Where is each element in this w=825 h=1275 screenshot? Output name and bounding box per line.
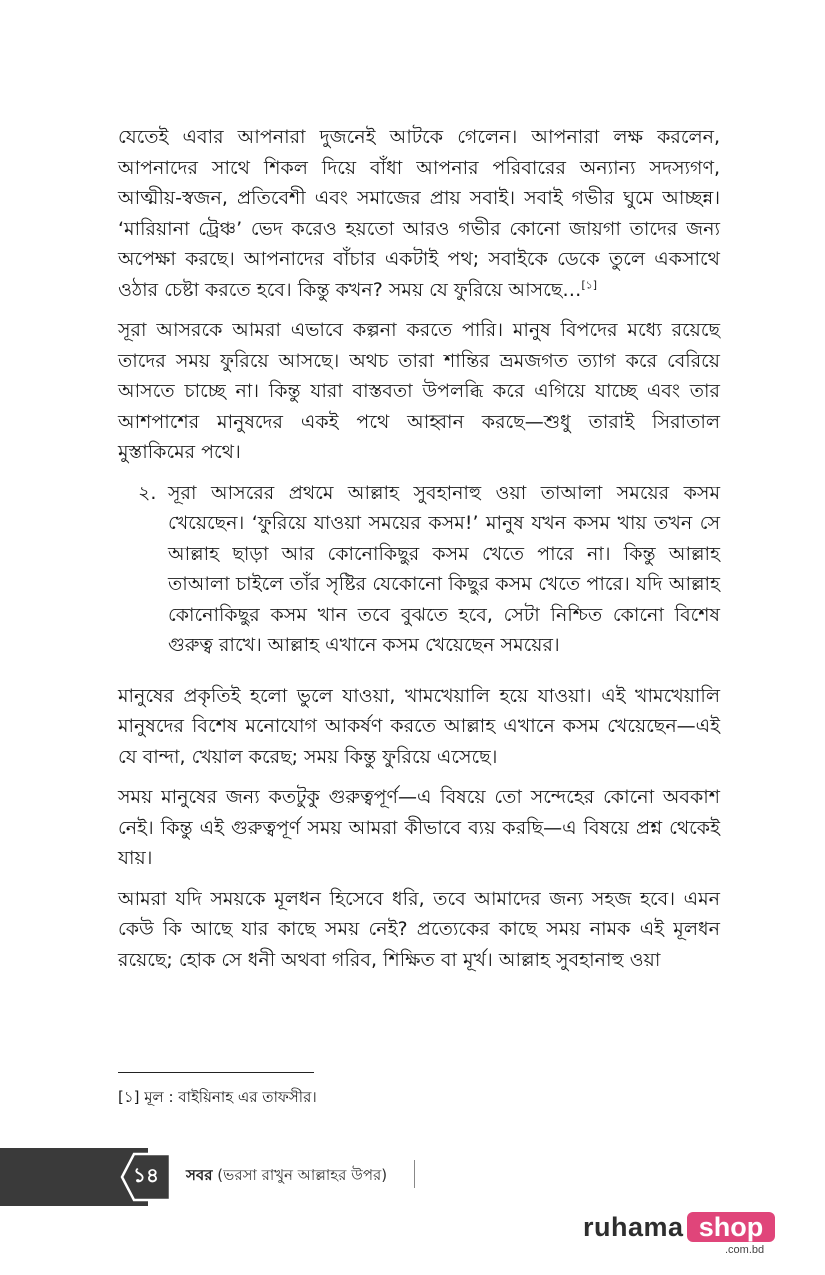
page-body bbox=[118, 122, 720, 985]
list-number: ২. bbox=[138, 481, 157, 504]
logo-domain: .com.bd bbox=[725, 1244, 765, 1256]
paragraph: সময় মানুষের জন্য কতটুকু গুরুত্বপূর্ণ—এ বিষয়ে তো সন্দেহের কোনো অবকাশ নেই। কিন্তু এই গুরুত্বপূর্ণ সময় আমরা কীভাবে ব্যয় করছি—এ বিষয়ে প্রশ্ন থেকেই যায়। bbox=[118, 786, 720, 869]
running-head-separator bbox=[414, 1160, 415, 1188]
book-title: সবর bbox=[186, 1166, 213, 1184]
list-item bbox=[118, 478, 720, 671]
paragraph bbox=[118, 122, 720, 305]
page-number: ১৪ bbox=[133, 1162, 159, 1187]
logo-box-text: shop bbox=[687, 1212, 775, 1242]
paragraph-text: যেতেই এবার আপনারা দুজনেই আটকে গেলেন। আপনারা লক্ষ করলেন, আপনাদের সাথে শিকল দিয়ে বাঁধা আপনার পরিবারের অন্যান্য সদস্যগণ, আত্মীয়-স্বজন, প্রতিবেশী এবং সমাজের প্রায় সবাই। সবাই গভীর ঘুমে আচ্ছন্ন। ‘মারিয়ানা ট্রেঞ্চ’ ভেদ করেও হয়তো আরও গভীর কোনো জায়গা তাদের জন্য অপেক্ষা করছে। আপনাদের বাঁচার একটাই পথ; সবাইকে ডেকে তুলে একসাথে ওঠার চেষ্টা করতে হবে। কিন্তু কখন? সময় যে ফুরিয়ে আসছে… bbox=[118, 126, 720, 301]
paragraph: মানুষের প্রকৃতিই হলো ভুলে যাওয়া, খামখেয়ালি হয়ে যাওয়া। এই খামখেয়ালি মানুষদের বিশেষ মনোযোগ আকর্ষণ করতে আল্লাহ এখানে কসম খেয়েছেন—এই যে বান্দা, খেয়াল করেছ; সময় কিন্তু ফুরিয়ে এসেছে। bbox=[118, 684, 720, 768]
paragraph: সূরা আসরকে আমরা এভাবে কল্পনা করতে পারি। মানুষ বিপদের মধ্যে রয়েছে তাদের সময় ফুরিয়ে আসছে। অথচ তারা শান্তির ভ্রমজগত ত্যাগ করে বেরিয়ে আসতে চাচ্ছে না। কিন্তু যারা বাস্তবতা উপলব্ধি করে এগিয়ে যাচ্ছে এবং তার আশপাশের মানুষদের একই পথে আহ্বান করছে—শুধু তারাই সিরাতাল মুস্তাকিমের পথে। bbox=[118, 319, 720, 463]
footnote: [১] মূল : বাইয়িনাহ এর তাফসীর। bbox=[118, 1088, 317, 1106]
list-text: সূরা আসরের প্রথমে আল্লাহ সুবহানাহু ওয়া তাআলা সময়ের কসম খেয়েছেন। ‘ফুরিয়ে যাওয়া সময়ের কসম!’ মানুষ যখন কসম খায় তখন সে আল্লাহ ছাড়া আর কোনোকিছুর কসম খেতে পারে না। কিন্তু আল্লাহ তাআলা চাইলে তাঁর সৃষ্টির যেকোনো কিছুর কসম খেতে পারে। যদি আল্লাহ কোনোকিছুর কসম খান তবে বুঝতে হবে, সেটা নিশ্চিত কোনো বিশেষ গুরুত্ব রাখে। আল্লাহ এখানে কসম খেয়েছেন সময়ের। bbox=[168, 481, 720, 656]
paragraph: আমরা যদি সময়কে মূলধন হিসেবে ধরি, তবে আমাদের জন্য সহজ হবে। এমন কেউ কি আছে যার কাছে সময় নেই? প্রত্যেকের কাছে সময় নামক এই মূলধন রয়েছে; হোক সে ধনী অথবা গরিব, শিক্ষিত বা মূর্খ। আল্লাহ সুবহানাহু ওয়া bbox=[118, 887, 720, 971]
footnote-ref[interactable]: [১] bbox=[581, 278, 598, 292]
footnote-divider bbox=[118, 1072, 314, 1073]
ruhamashop-logo bbox=[583, 1211, 783, 1256]
logo-text: ruhama bbox=[583, 1212, 684, 1242]
running-head bbox=[186, 1164, 387, 1189]
book-subtitle: (ভরসা রাখুন আল্লাহর উপর) bbox=[212, 1166, 388, 1184]
